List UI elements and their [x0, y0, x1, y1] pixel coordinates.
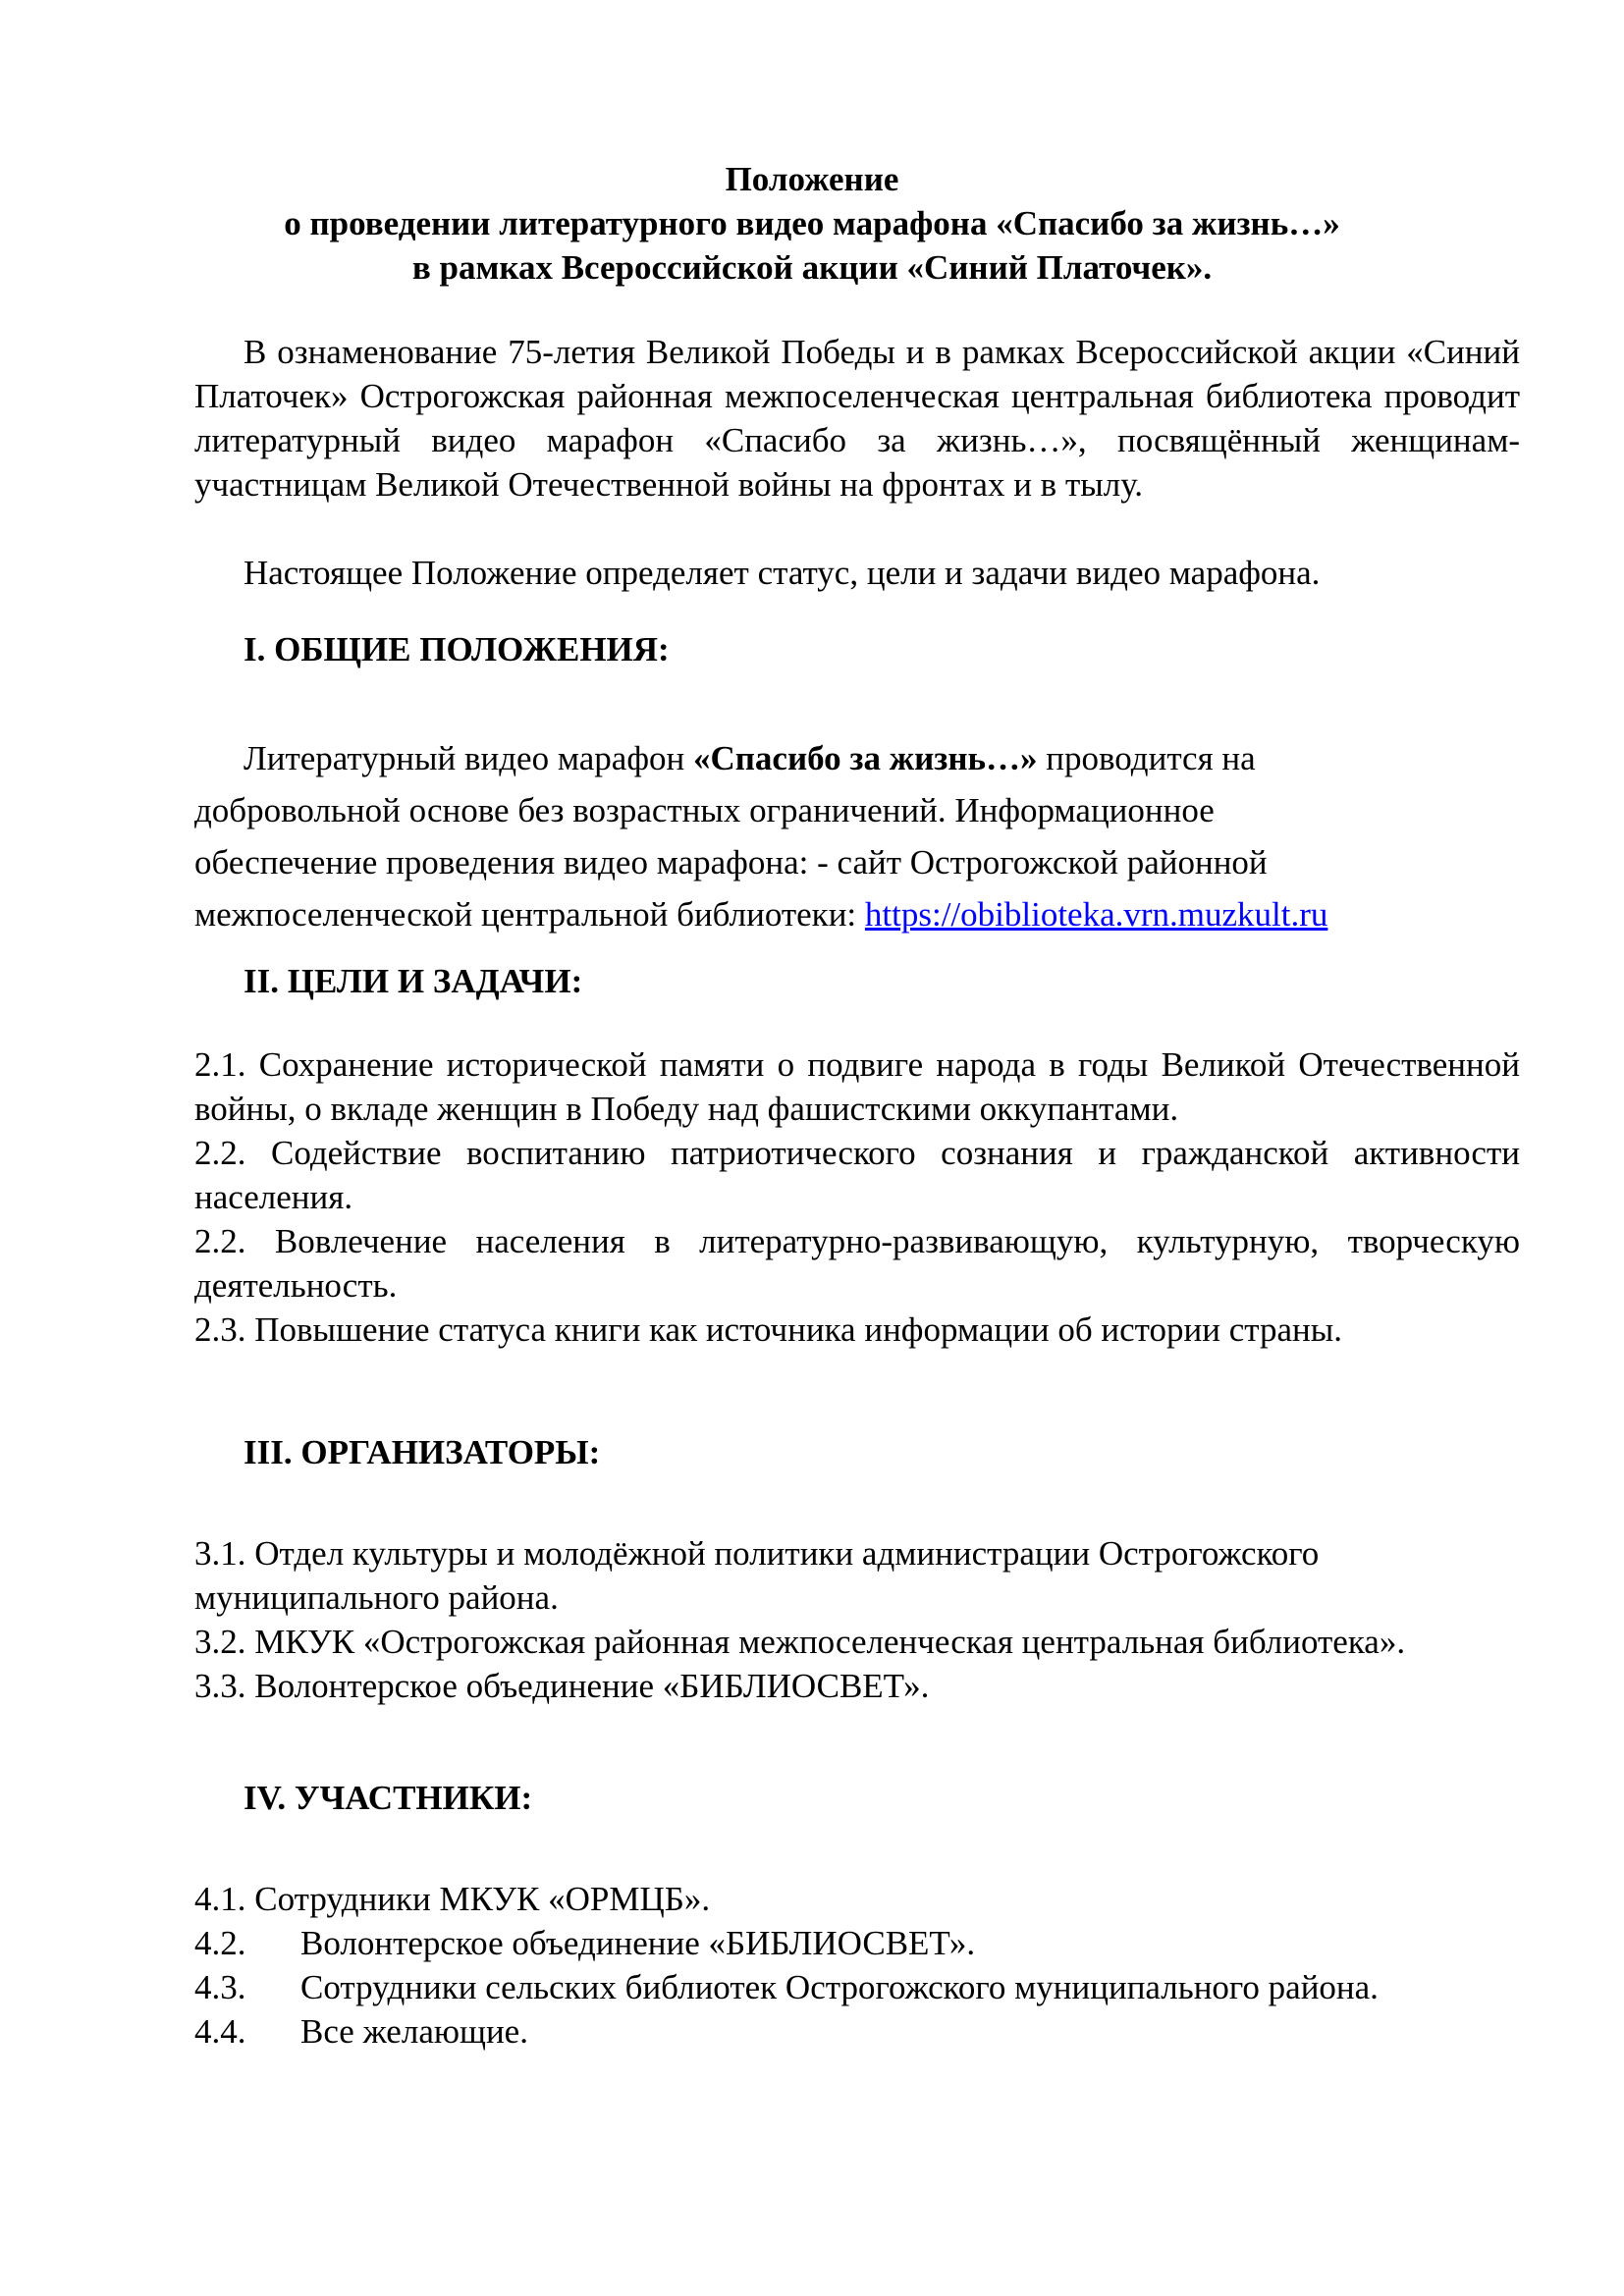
participant-item [194, 1965, 1520, 2009]
section-3-heading: III. ОРГАНИЗАТОРЫ: [244, 1433, 601, 1471]
section-1-line-4 [194, 888, 1520, 940]
item-number: 4.2. [194, 1924, 246, 1962]
section-1-line-4-prefix: межпоселенческой центральной библиотеки: [194, 895, 865, 934]
participant-item [194, 1877, 1520, 1921]
intro-paragraph-1: В ознаменование 75-летия Великой Победы и в рамках Всероссийской акции «Синий Платочек» Острогожская районная межпоселенческая центральная библиотека проводит литературный видео марафон «Спасибо за жизнь…», посвящённый женщинам-участницам Великой Отечественной войны на фронтах и в тылу. [194, 333, 1520, 504]
section-1-body [194, 732, 1520, 940]
section-2-heading: II. ЦЕЛИ И ЗАДАЧИ: [244, 962, 583, 1000]
section-1-line-2: добровольной основе без возрастных ограничений. Информационное [194, 791, 1215, 829]
title-line-2: о проведении литературного видео марафона «Спасибо за жизнь…» [284, 204, 1340, 242]
section-1-text-after: проводится на [1037, 739, 1256, 777]
section-1-text: Литературный видео марафон [244, 739, 693, 777]
goal-item: 2.3. Повышение статуса книги как источника информации об истории страны. [194, 1310, 1342, 1349]
library-website-link[interactable]: https://obiblioteka.vrn.muzkult.ru [864, 895, 1328, 934]
title-line-3: в рамках Всероссийской акции «Синий Платочек». [411, 248, 1213, 287]
item-text: Волонтерское объединение «БИБЛИОСВЕТ». [300, 1924, 976, 1962]
participant-item [194, 1921, 1520, 1965]
section-4-list [194, 1877, 1520, 2054]
section-2-list [194, 1042, 1520, 1352]
marathon-name: «Спасибо за жизнь…» [692, 739, 1038, 777]
item-number: 4.3. [194, 1968, 246, 2006]
goal-item: 2.2. Вовлечение населения в литературно-развивающую, культурную, творческую деятельность. [194, 1222, 1520, 1305]
item-number: 4.1. [194, 1880, 246, 1918]
goal-item: 2.2. Содействие воспитанию патриотического сознания и гражданской активности населения. [194, 1134, 1520, 1216]
section-1-heading: I. ОБЩИЕ ПОЛОЖЕНИЯ: [244, 630, 670, 668]
intro-paragraph-2: Настоящее Положение определяет статус, цели и задачи видео марафона. [244, 554, 1321, 592]
section-1-line-3: обеспечение проведения видео марафона: - сайт Острогожской районной [194, 843, 1268, 881]
item-number: 4.4. [194, 2012, 246, 2051]
organizer-item: 3.1. Отдел культуры и молодёжной политики администрации Острогожского муниципального района. [194, 1534, 1320, 1617]
section-4-heading: IV. УЧАСТНИКИ: [244, 1779, 533, 1817]
participant-item [194, 2009, 1520, 2054]
item-text: Все желающие. [300, 2012, 528, 2051]
goal-item: 2.1. Сохранение исторической памяти о подвиге народа в годы Великой Отечественной войны, о вкладе женщин в Победу над фашистскими оккупантами. [194, 1045, 1520, 1128]
item-text: Сотрудники сельских библиотек Острогожского муниципального района. [300, 1968, 1379, 2006]
document-title [0, 157, 1624, 290]
section-3-list [194, 1531, 1471, 1708]
item-text: Сотрудники МКУК «ОРМЦБ». [254, 1880, 711, 1918]
title-line-1: Положение [725, 160, 899, 198]
organizer-item: 3.2. МКУК «Острогожская районная межпоселенческая центральная библиотека». [194, 1623, 1406, 1661]
organizer-item: 3.3. Волонтерское объединение «БИБЛИОСВЕТ». [194, 1667, 930, 1705]
section-1-line-1 [194, 732, 1520, 784]
